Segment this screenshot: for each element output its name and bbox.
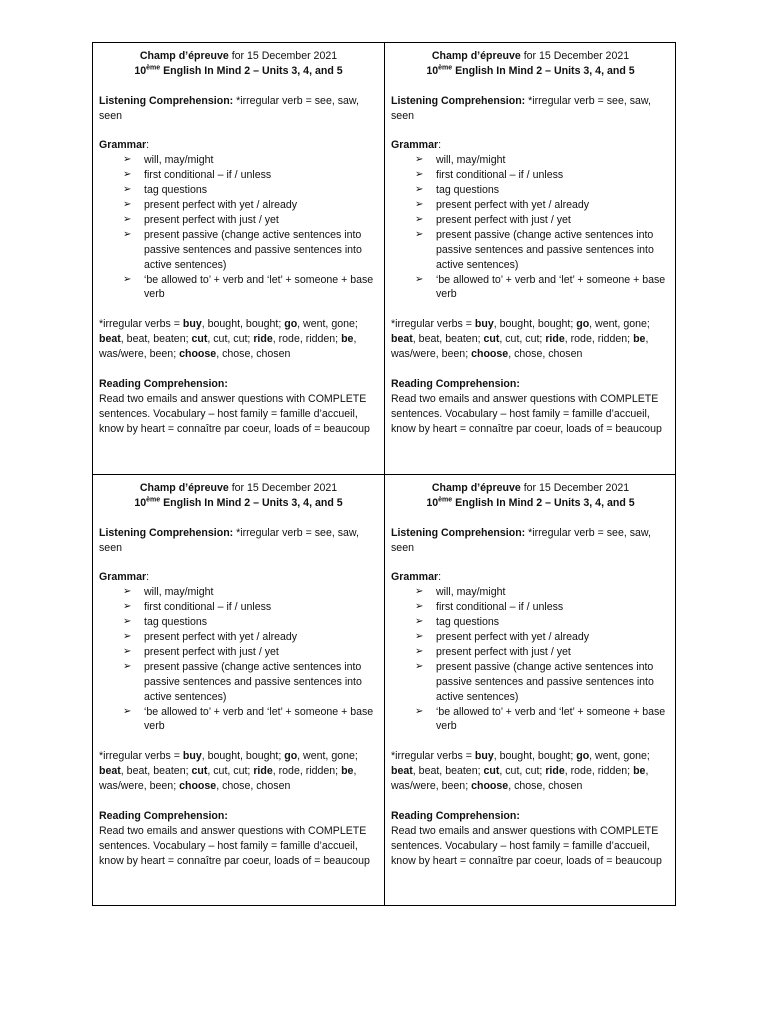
irregular-verbs: *irregular verbs = buy, bought, bought; go, went, gone; beat, beat, beaten; cut, cut, cut; ride, rode, ridden; be, was/were, been; choose, chose, chosen	[391, 318, 650, 361]
reading-heading: Reading Comprehension:	[99, 809, 228, 822]
grammar-heading: Grammar	[99, 571, 147, 584]
arrow-bullet-icon: ➢	[123, 154, 132, 166]
listening-heading: Listening Comprehension:	[391, 94, 526, 107]
grammar-item: ➢ ‘be allowed to’ + verb and ‘let’ + someone + base verb	[123, 705, 374, 733]
grade-suffix: ème	[438, 64, 453, 72]
arrow-bullet-icon: ➢	[415, 273, 424, 285]
grammar-item: ➢ present perfect with just / yet	[123, 213, 279, 226]
grammar-item: ➢ present perfect with yet / already	[123, 199, 298, 212]
grammar-item: ➢ present perfect with just / yet	[123, 645, 279, 658]
grammar-heading-line: Grammar:	[391, 571, 442, 584]
grade-number: 10	[426, 64, 439, 77]
title-date: for 15 December 2021	[228, 50, 338, 62]
reading-text: Read two emails and answer questions with COMPLETE sentences. Vocabulary – host family = famille d’accueil, know by heart = connaître par coeur, loads of = beaucoup	[99, 824, 370, 867]
arrow-bullet-icon: ➢	[415, 705, 424, 717]
grammar-item: ➢ tag questions	[123, 184, 208, 197]
listening-note: *irregular verb = see, saw, seen	[391, 94, 651, 122]
irregular-verbs: *irregular verbs = buy, bought, bought; go, went, gone; beat, beat, beaten; cut, cut, cut; ride, rode, ridden; be, was/were, been; choose, chose, chosen	[99, 318, 358, 361]
arrow-bullet-icon: ➢	[415, 645, 424, 657]
grammar-item: ➢ first conditional – if / unless	[415, 169, 564, 182]
arrow-bullet-icon: ➢	[415, 213, 424, 225]
grammar-item: ➢ will, may/might	[415, 586, 506, 599]
grammar-item: ➢ present passive (change active sentences into passive sentences and passive sentences into active sentences)	[415, 228, 654, 271]
grammar-item: ➢ tag questions	[123, 616, 208, 629]
grammar-item: ➢ will, may/might	[123, 154, 214, 167]
exam-card-4	[385, 475, 676, 906]
grammar-item: ➢ will, may/might	[123, 586, 214, 599]
course-title: English In Mind 2 – Units 3, 4, and 5	[452, 64, 635, 77]
arrow-bullet-icon: ➢	[123, 601, 132, 613]
listening-note: *irregular verb = see, saw, seen	[99, 94, 359, 122]
grammar-item: ➢ present perfect with yet / already	[415, 199, 590, 212]
arrow-bullet-icon: ➢	[415, 228, 424, 240]
title-bold: Champ d’épreuve	[431, 482, 521, 494]
title-date: for 15 December 2021	[520, 482, 630, 494]
exam-card-2	[385, 43, 676, 475]
listening-section	[99, 526, 378, 556]
grammar-heading-line: Grammar:	[99, 571, 150, 584]
arrow-bullet-icon: ➢	[123, 273, 132, 285]
grammar-item: ➢ present perfect with yet / already	[123, 631, 298, 644]
grammar-list	[99, 585, 378, 734]
card-header	[391, 481, 670, 511]
title-date: for 15 December 2021	[228, 482, 338, 494]
grammar-item: ➢ first conditional – if / unless	[123, 169, 272, 182]
arrow-bullet-icon: ➢	[415, 616, 424, 628]
listening-section	[391, 94, 670, 124]
arrow-bullet-icon: ➢	[123, 213, 132, 225]
grammar-heading-line: Grammar:	[391, 139, 442, 152]
irregular-verbs: *irregular verbs = buy, bought, bought; go, went, gone; beat, beat, beaten; cut, cut, cut; ride, rode, ridden; be, was/were, been; choose, chose, chosen	[391, 750, 650, 793]
listening-section	[99, 94, 378, 124]
reading-text: Read two emails and answer questions with COMPLETE sentences. Vocabulary – host family = famille d’accueil, know by heart = connaître par coeur, loads of = beaucoup	[391, 824, 662, 867]
arrow-bullet-icon: ➢	[123, 616, 132, 628]
grammar-item: ➢ present passive (change active sentences into passive sentences and passive sentences into active sentences)	[123, 660, 362, 703]
arrow-bullet-icon: ➢	[123, 631, 132, 643]
exam-card-3	[93, 475, 385, 906]
title-bold: Champ d’épreuve	[139, 50, 229, 62]
grammar-item: ➢ present perfect with yet / already	[415, 631, 590, 644]
grammar-item: ➢ tag questions	[415, 616, 500, 629]
card-header	[99, 49, 378, 79]
card-grid	[92, 42, 676, 906]
grammar-item: ➢ ‘be allowed to’ + verb and ‘let’ + someone + base verb	[123, 273, 374, 301]
grade-number: 10	[134, 496, 147, 509]
course-title: English In Mind 2 – Units 3, 4, and 5	[160, 496, 343, 509]
card-header	[391, 49, 670, 79]
listening-section	[391, 526, 670, 556]
arrow-bullet-icon: ➢	[123, 199, 132, 211]
grammar-list	[391, 153, 670, 302]
grade-suffix: ème	[146, 64, 161, 72]
grammar-item: ➢ present passive (change active sentences into passive sentences and passive sentences into active sentences)	[123, 228, 362, 271]
arrow-bullet-icon: ➢	[123, 660, 132, 672]
arrow-bullet-icon: ➢	[123, 169, 132, 181]
grammar-list	[99, 153, 378, 302]
grammar-item: ➢ tag questions	[415, 184, 500, 197]
reading-heading: Reading Comprehension:	[391, 377, 520, 390]
title-bold: Champ d’épreuve	[431, 50, 521, 62]
grammar-item: ➢ present perfect with just / yet	[415, 213, 571, 226]
arrow-bullet-icon: ➢	[415, 169, 424, 181]
reading-heading-line	[99, 809, 378, 824]
reading-heading-line	[391, 809, 670, 824]
course-title: English In Mind 2 – Units 3, 4, and 5	[160, 64, 343, 77]
grammar-heading: Grammar	[391, 139, 439, 152]
grade-suffix: ème	[438, 496, 453, 504]
arrow-bullet-icon: ➢	[123, 228, 132, 240]
grammar-item: ➢ present perfect with just / yet	[415, 645, 571, 658]
grade-number: 10	[134, 64, 147, 77]
listening-note: *irregular verb = see, saw, seen	[99, 526, 359, 554]
arrow-bullet-icon: ➢	[123, 645, 132, 657]
listening-heading: Listening Comprehension:	[99, 94, 234, 107]
grammar-item: ➢ first conditional – if / unless	[123, 601, 272, 614]
arrow-bullet-icon: ➢	[415, 660, 424, 672]
exam-card-1	[93, 43, 385, 475]
grade-number: 10	[426, 496, 439, 509]
arrow-bullet-icon: ➢	[415, 199, 424, 211]
irregular-verbs: *irregular verbs = buy, bought, bought; go, went, gone; beat, beat, beaten; cut, cut, cut; ride, rode, ridden; be, was/were, been; choose, chose, chosen	[99, 750, 358, 793]
grade-suffix: ème	[146, 496, 161, 504]
listening-heading: Listening Comprehension:	[391, 526, 526, 539]
grammar-item: ➢ ‘be allowed to’ + verb and ‘let’ + someone + base verb	[415, 273, 666, 301]
arrow-bullet-icon: ➢	[415, 586, 424, 598]
reading-heading-line	[99, 377, 378, 392]
arrow-bullet-icon: ➢	[415, 184, 424, 196]
arrow-bullet-icon: ➢	[123, 586, 132, 598]
arrow-bullet-icon: ➢	[415, 631, 424, 643]
grammar-heading: Grammar	[391, 571, 439, 584]
grammar-item: ➢ present passive (change active sentences into passive sentences and passive sentences into active sentences)	[415, 660, 654, 703]
arrow-bullet-icon: ➢	[123, 705, 132, 717]
grammar-item: ➢ first conditional – if / unless	[415, 601, 564, 614]
grammar-heading-line: Grammar:	[99, 139, 150, 152]
grammar-list	[391, 585, 670, 734]
arrow-bullet-icon: ➢	[415, 601, 424, 613]
grammar-item: ➢ will, may/might	[415, 154, 506, 167]
course-title: English In Mind 2 – Units 3, 4, and 5	[452, 496, 635, 509]
reading-text: Read two emails and answer questions with COMPLETE sentences. Vocabulary – host family = famille d’accueil, know by heart = connaître par coeur, loads of = beaucoup	[99, 392, 370, 435]
reading-heading-line	[391, 377, 670, 392]
title-date: for 15 December 2021	[520, 50, 630, 62]
grammar-heading: Grammar	[99, 139, 147, 152]
grammar-item: ➢ ‘be allowed to’ + verb and ‘let’ + someone + base verb	[415, 705, 666, 733]
listening-heading: Listening Comprehension:	[99, 526, 234, 539]
arrow-bullet-icon: ➢	[123, 184, 132, 196]
title-bold: Champ d’épreuve	[139, 482, 229, 494]
reading-text: Read two emails and answer questions with COMPLETE sentences. Vocabulary – host family = famille d’accueil, know by heart = connaître par coeur, loads of = beaucoup	[391, 392, 662, 435]
reading-heading: Reading Comprehension:	[391, 809, 520, 822]
arrow-bullet-icon: ➢	[415, 154, 424, 166]
listening-note: *irregular verb = see, saw, seen	[391, 526, 651, 554]
card-header	[99, 481, 378, 511]
reading-heading: Reading Comprehension:	[99, 377, 228, 390]
